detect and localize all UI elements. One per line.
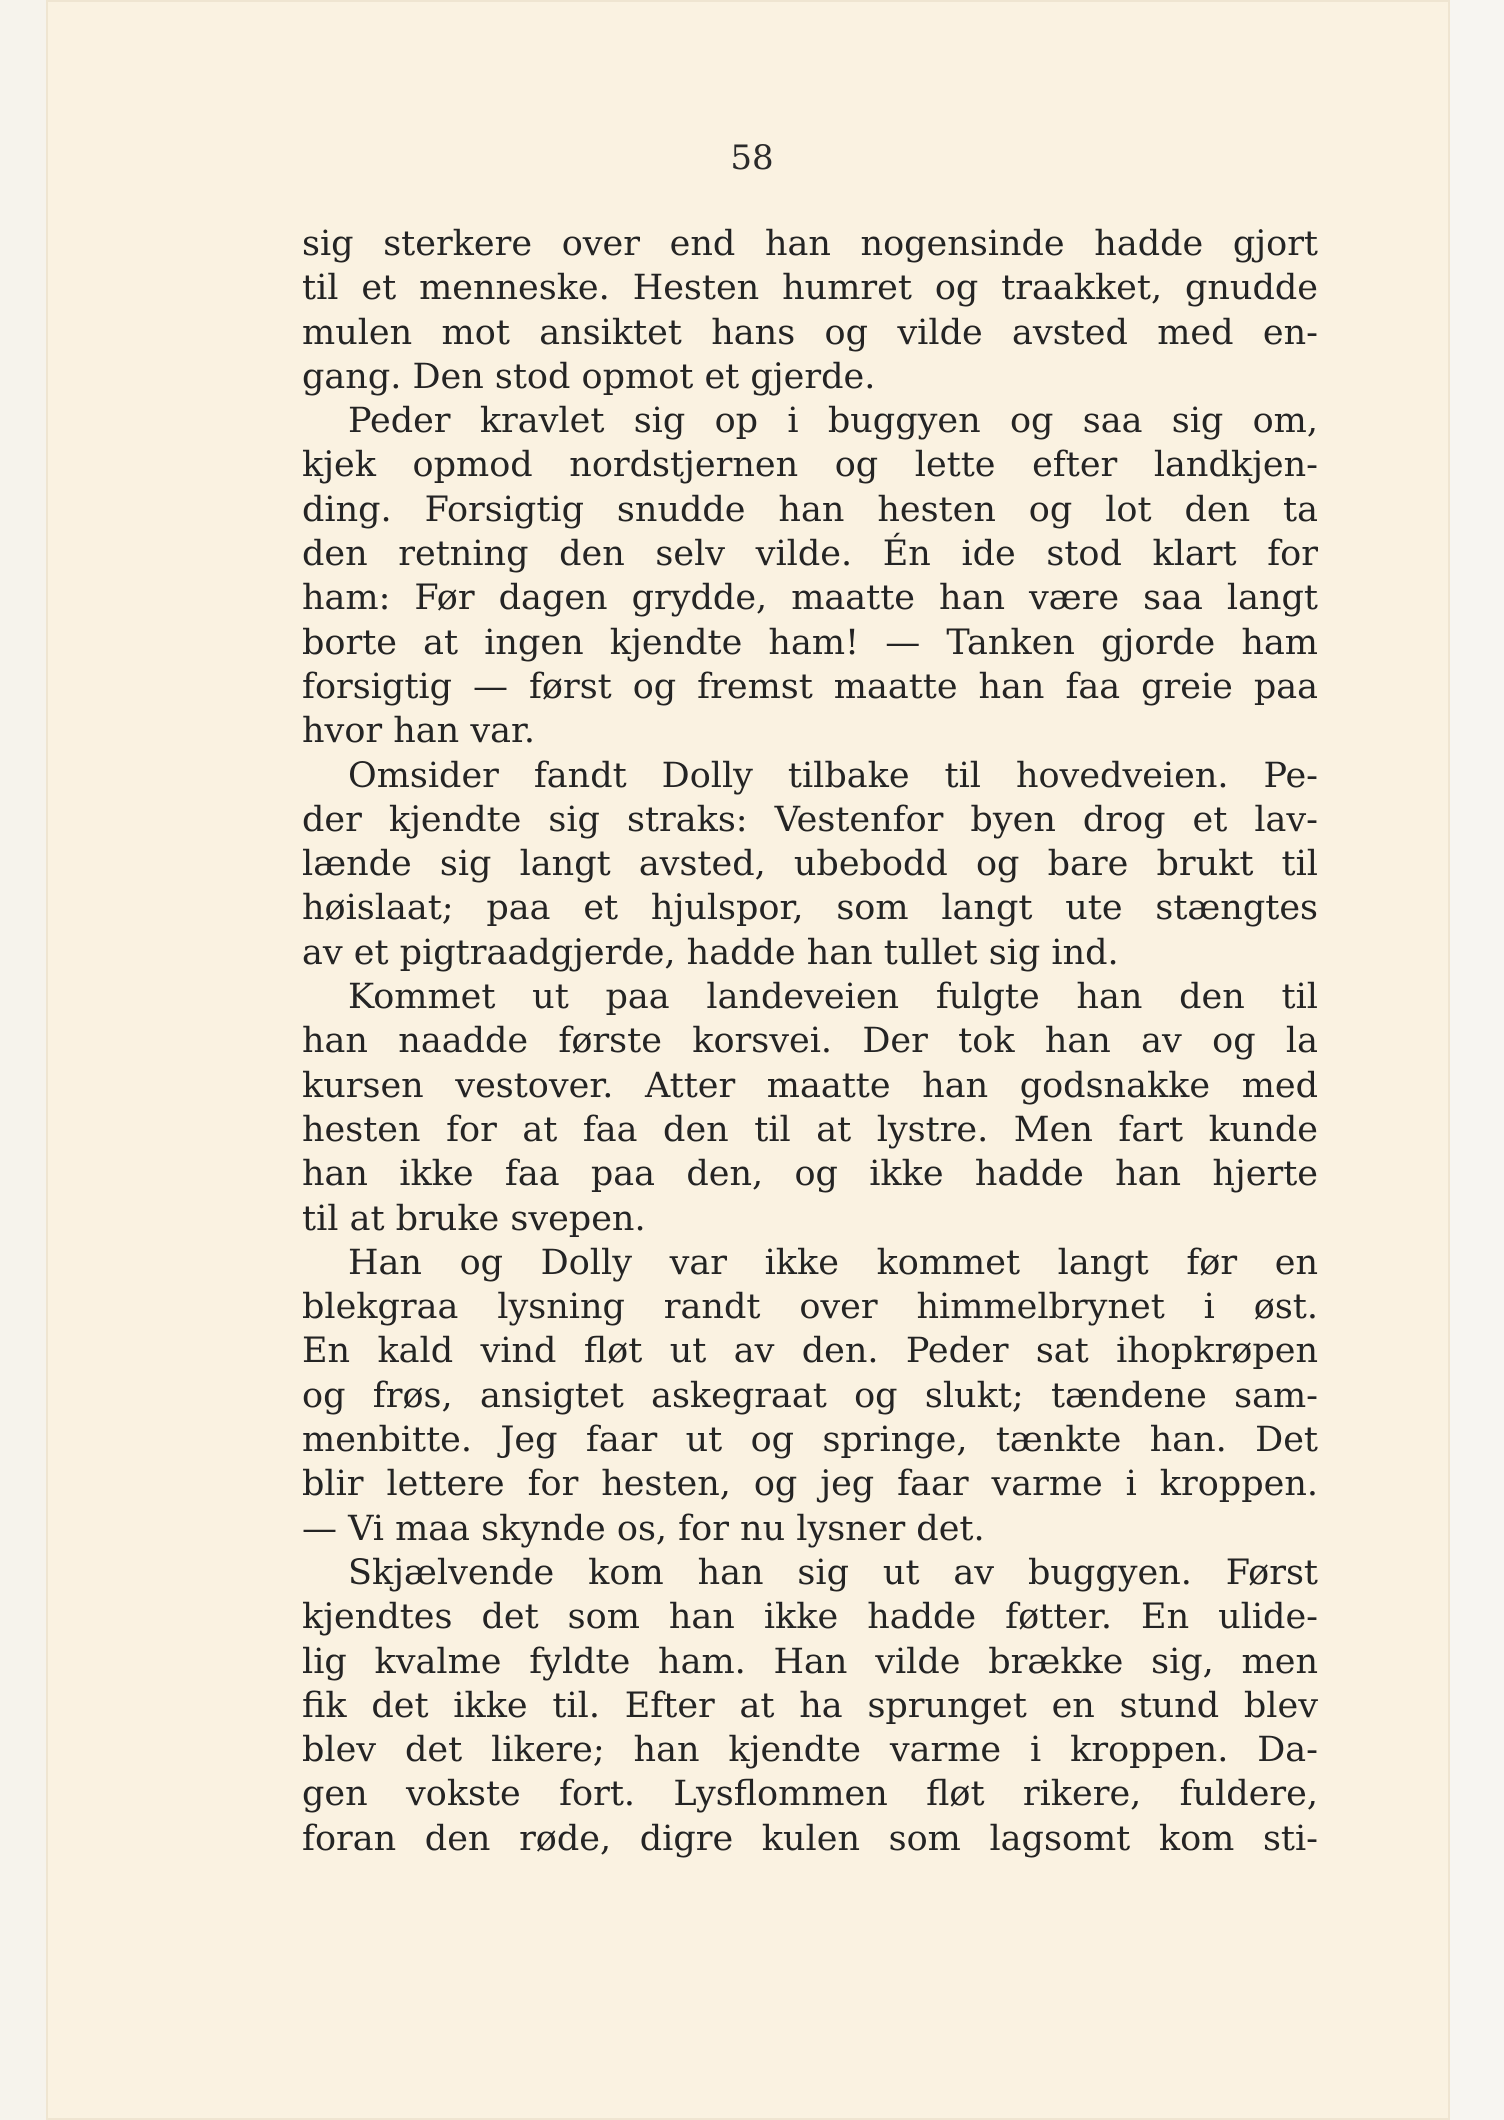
text-line: Kommet ut paa landeveien fulgte han den til — [348, 977, 1318, 1018]
scan-margin — [1450, 0, 1504, 2120]
text-line: kursen vestover. Atter maatte han godsnakke med — [302, 1065, 1318, 1106]
text-line: lænde sig langt avsted, ubebodd og bare brukt til — [302, 844, 1318, 885]
text-line: Skjælvende kom han sig ut av buggyen. Først — [348, 1552, 1318, 1593]
text-line: gang. Den stod opmot et gjerde. — [302, 356, 876, 397]
text-line: kjek opmod nordstjernen og lette efter landkjen- — [302, 445, 1318, 486]
paragraph — [302, 754, 1318, 975]
text-line: Peder kravlet sig op i buggyen og saa sig om, — [348, 401, 1318, 442]
text-line: forsigtig — først og fremst maatte han faa greie paa — [302, 666, 1318, 707]
paragraph — [302, 975, 1318, 1241]
text-line: — Vi maa skynde os, for nu lysner det. — [302, 1508, 985, 1549]
text-line: og frøs, ansigtet askegraat og slukt; tændene sam- — [302, 1375, 1318, 1416]
text-line: ding. Forsigtig snudde han hesten og lot den ta — [302, 489, 1318, 530]
paragraph — [302, 399, 1318, 753]
text-line: menbitte. Jeg faar ut og springe, tænkte han. Det — [302, 1420, 1318, 1461]
page-number: 58 — [730, 138, 774, 178]
text-line: til et menneske. Hesten humret og traakket, gnudde — [302, 268, 1318, 309]
text-line: ham: Før dagen grydde, maatte han være saa langt — [302, 578, 1318, 619]
text-line: til at bruke svepen. — [302, 1198, 646, 1239]
text-line: En kald vind fløt ut av den. Peder sat ihopkrøpen — [302, 1331, 1318, 1372]
text-line: gen vokste fort. Lysflommen fløt rikere, fuldere, — [302, 1774, 1318, 1815]
text-line: Omsider fandt Dolly tilbake til hovedveien. Pe- — [348, 755, 1318, 796]
text-line: mulen mot ansiktet hans og vilde avsted med en- — [302, 312, 1318, 353]
text-line: kjendtes det som han ikke hadde føtter. En ulide- — [302, 1597, 1318, 1638]
text-line: Han og Dolly var ikke kommet langt før en — [348, 1242, 1318, 1283]
text-line: hvor han var. — [302, 711, 535, 752]
text-line: der kjendte sig straks: Vestenfor byen drog et lav- — [302, 799, 1318, 840]
text-line: hesten for at faa den til at lystre. Men fart kunde — [302, 1109, 1318, 1150]
text-line: han naadde første korsvei. Der tok han av og la — [302, 1021, 1318, 1062]
text-line: fik det ikke til. Efter at ha sprunget en stund blev — [302, 1685, 1318, 1726]
paragraph — [302, 1551, 1318, 1861]
paragraph — [302, 1241, 1318, 1551]
text-line: han ikke faa paa den, og ikke hadde han hjerte — [302, 1154, 1318, 1195]
text-line: den retning den selv vilde. Én ide stod klart for — [302, 534, 1318, 575]
text-line: foran den røde, digre kulen som lagsomt kom sti- — [302, 1818, 1318, 1859]
text-line: blev det likere; han kjendte varme i kroppen. Da- — [302, 1730, 1318, 1771]
text-line: lig kvalme fyldte ham. Han vilde brække sig, men — [302, 1641, 1318, 1682]
text-line: borte at ingen kjendte ham! — Tanken gjorde ham — [302, 622, 1318, 663]
text-line: av et pigtraadgjerde, hadde han tullet sig ind. — [302, 932, 1119, 973]
text-line: høislaat; paa et hjulspor, som langt ute stængtes — [302, 888, 1318, 929]
text-line: sig sterkere over end han nogensinde hadde gjort — [302, 224, 1318, 264]
paragraph — [302, 222, 1318, 399]
text-line: blekgraa lysning randt over himmelbrynet i øst. — [302, 1287, 1318, 1328]
text-line: blir lettere for hesten, og jeg faar varme i kroppen. — [302, 1464, 1318, 1505]
body-text — [302, 222, 1318, 1861]
